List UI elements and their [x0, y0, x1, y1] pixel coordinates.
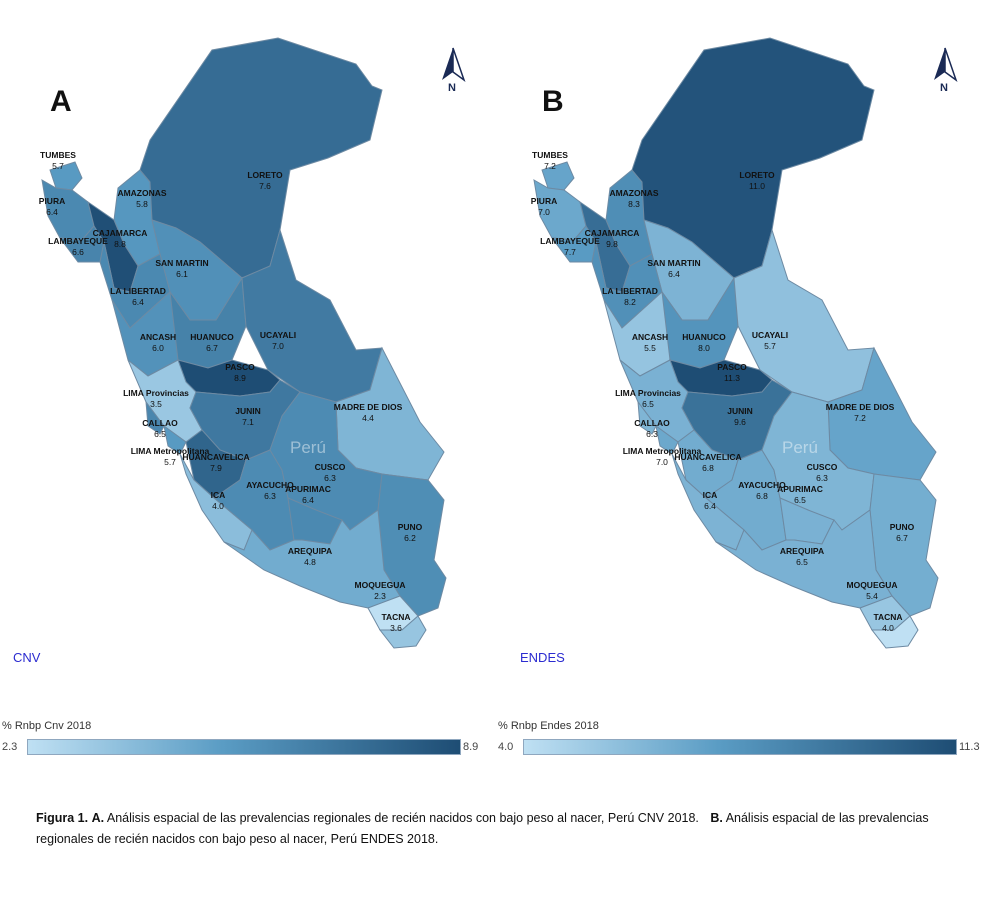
region-label-amazonas [117, 188, 166, 210]
region-label-puno [890, 522, 915, 544]
region-name: LORETO [739, 170, 775, 180]
region-value: 7.9 [210, 463, 222, 473]
region-name: CALLAO [634, 418, 670, 428]
region-value: 4.0 [882, 623, 894, 633]
peru-map-b [512, 30, 982, 660]
dataset-label-b: ENDES [520, 650, 565, 665]
region-value: 7.6 [259, 181, 271, 191]
region-label-arequipa [780, 546, 824, 568]
region-value: 6.0 [152, 343, 164, 353]
region-label-apurimac [285, 484, 331, 506]
region-value: 6.7 [206, 343, 218, 353]
region-value: 6.6 [72, 247, 84, 257]
region-name: CUSCO [314, 462, 346, 472]
region-value: 2.3 [374, 591, 386, 601]
region-name: AMAZONAS [609, 188, 659, 198]
region-name: APURIMAC [777, 484, 823, 494]
region-name: HUANUCO [682, 332, 726, 342]
region-label-piura [531, 196, 557, 218]
dataset-label-a: CNV [13, 650, 41, 665]
region-name: MADRE DE DIOS [825, 402, 895, 412]
region-label-huanuco [682, 332, 725, 354]
region-name: TACNA [873, 612, 903, 622]
region-name: PUNO [397, 522, 423, 532]
region-label-junin [727, 406, 753, 428]
region-label-tumbes [532, 150, 568, 172]
region-name: PIURA [530, 196, 558, 206]
region-value: 11.3 [724, 373, 740, 383]
region-value: 7.0 [656, 457, 668, 467]
region-name: LIMA Provincias [615, 388, 681, 398]
legend-min: 4.0 [498, 741, 514, 753]
region-name: CALLAO [142, 418, 178, 428]
region-name: UCAYALI [751, 330, 789, 340]
region-value: 7.2 [854, 413, 866, 423]
region-value: 6.4 [704, 501, 716, 511]
region-name: LA LIBERTAD [110, 286, 166, 296]
region-value: 5.8 [136, 199, 148, 209]
region-value: 5.7 [52, 161, 64, 171]
legend-title: % Rnbp Cnv 2018 [2, 720, 92, 732]
region-label-puno [398, 522, 423, 544]
peru-map-a [20, 30, 490, 660]
region-name: AREQUIPA [287, 546, 333, 556]
region-name: PIURA [38, 196, 66, 206]
region-value: 6.4 [132, 297, 144, 307]
region-name: PASCO [717, 362, 747, 372]
region-label-madre-de-dios [334, 402, 402, 424]
region-name: MADRE DE DIOS [333, 402, 403, 412]
region-value: 7.0 [272, 341, 284, 351]
region-value: 5.5 [644, 343, 656, 353]
region-value: 8.8 [114, 239, 126, 249]
region-name: MOQUEGUA [354, 580, 406, 590]
region-value: 6.2 [404, 533, 416, 543]
north-label: N [940, 82, 948, 94]
caption-b-label: B. [710, 811, 723, 825]
region-value: 6.4 [302, 495, 314, 505]
region-label-arequipa [288, 546, 332, 568]
region-value: 3.5 [150, 399, 162, 409]
region-name: ANCASH [139, 332, 177, 342]
region-label-moquegua [847, 580, 898, 602]
region-label-callao [634, 418, 669, 440]
region-label-tacna [381, 612, 410, 634]
region-name: JUNIN [235, 406, 261, 416]
region-label-moquegua [355, 580, 406, 602]
map-panel-a [13, 30, 490, 665]
region-name: SAN MARTIN [155, 258, 209, 268]
region-name: AYACUCHO [246, 480, 294, 490]
region-label-madre-de-dios [826, 402, 894, 424]
region-label-lima-provincias [123, 388, 189, 410]
region-name: PUNO [889, 522, 915, 532]
region-value: 8.3 [628, 199, 640, 209]
region-value: 5.7 [164, 457, 176, 467]
legend-color-bar [523, 739, 957, 755]
region-label-cajamarca [93, 228, 148, 250]
region-label-la-libertad [110, 286, 166, 308]
panel-letter-a: A [50, 85, 72, 118]
map-panel-b [512, 30, 982, 665]
region-name: HUANCAVELICA [182, 452, 250, 462]
region-name: CUSCO [806, 462, 838, 472]
region-label-callao [142, 418, 177, 440]
region-value: 7.0 [538, 207, 550, 217]
region-name: LAMBAYEQUE [540, 236, 600, 246]
region-name: TUMBES [532, 150, 568, 160]
region-label-loreto [739, 170, 774, 192]
region-value: 6.7 [896, 533, 908, 543]
region-name: CAJAMARCA [92, 228, 148, 238]
region-name: JUNIN [727, 406, 753, 416]
region-name: ICA [210, 490, 226, 500]
region-label-tumbes [40, 150, 76, 172]
region-label-huancavelica [182, 452, 249, 474]
region-label-apurimac [777, 484, 823, 506]
region-value: 6.8 [702, 463, 714, 473]
caption-a-text: Análisis espacial de las prevalencias regionales de recién nacidos con bajo peso al nacer, Perú CNV 2018. [106, 811, 699, 825]
north-arrow-icon [930, 46, 960, 84]
region-value: 6.5 [794, 495, 806, 505]
country-watermark: Perú [290, 438, 326, 457]
region-value: 8.0 [698, 343, 710, 353]
north-label: N [448, 82, 456, 94]
region-value: 8.9 [234, 373, 246, 383]
region-label-la-libertad [602, 286, 658, 308]
legend-color-bar [27, 739, 461, 755]
region-name: CAJAMARCA [584, 228, 640, 238]
region-value: 6.3 [816, 473, 828, 483]
region-label-lima-provincias [615, 388, 681, 410]
region-name: PASCO [225, 362, 255, 372]
region-name: ICA [702, 490, 718, 500]
caption-figure-label: Figura 1. [36, 811, 89, 825]
region-name: HUANUCO [190, 332, 234, 342]
region-value: 6.3 [264, 491, 276, 501]
region-label-huancavelica [674, 452, 741, 474]
region-value: 8.2 [624, 297, 636, 307]
region-name: AREQUIPA [779, 546, 825, 556]
region-label-loreto [247, 170, 282, 192]
region-label-cusco [807, 462, 838, 484]
region-value: 3.6 [390, 623, 402, 633]
region-value: 6.8 [756, 491, 768, 501]
region-label-san-martin [155, 258, 208, 280]
region-name: ANCASH [631, 332, 669, 342]
region-value: 7.2 [544, 161, 556, 171]
region-label-ancash [140, 332, 176, 354]
region-label-ica [211, 490, 226, 512]
region-value: 6.4 [668, 269, 680, 279]
region-label-ancash [632, 332, 668, 354]
region-label-ica [703, 490, 718, 512]
figure-caption [36, 808, 966, 850]
region-value: 6.5 [642, 399, 654, 409]
region-label-cusco [315, 462, 346, 484]
region-name: LA LIBERTAD [602, 286, 658, 296]
caption-b-text: Análisis espacial de las prevalencias regionales de recién nacidos con bajo peso al nacer, Perú ENDES 2018. [36, 811, 929, 846]
region-value: 11.0 [749, 181, 765, 191]
region-label-piura [39, 196, 65, 218]
region-value: 4.4 [362, 413, 374, 423]
region-value: 9.8 [606, 239, 618, 249]
legend-title: % Rnbp Endes 2018 [498, 720, 599, 732]
caption-a-label: A. [91, 811, 105, 825]
region-label-pasco [717, 362, 747, 384]
region-label-huanuco [190, 332, 233, 354]
legend-max: 8.9 [463, 741, 479, 753]
legend-a [0, 720, 490, 760]
region-label-ucayali [752, 330, 788, 352]
region-label-amazonas [609, 188, 658, 210]
region-name: LIMA Metropolitana [622, 446, 702, 456]
region-label-junin [235, 406, 261, 428]
region-label-tacna [873, 612, 902, 634]
region-value: 4.8 [304, 557, 316, 567]
panel-letter-b: B [542, 85, 564, 118]
region-name: TUMBES [40, 150, 76, 160]
region-value: 5.7 [764, 341, 776, 351]
region-name: APURIMAC [285, 484, 331, 494]
region-value: 6.1 [176, 269, 188, 279]
region-value: 5.4 [866, 591, 878, 601]
region-value: 6.5 [154, 429, 166, 439]
legend-min: 2.3 [2, 741, 18, 753]
north-arrow-icon [438, 46, 468, 84]
region-label-san-martin [647, 258, 700, 280]
region-name: AYACUCHO [738, 480, 786, 490]
region-name: LIMA Metropolitana [130, 446, 210, 456]
region-name: TACNA [381, 612, 411, 622]
region-name: AMAZONAS [117, 188, 167, 198]
region-name: MOQUEGUA [846, 580, 898, 590]
region-value: 7.1 [242, 417, 254, 427]
region-name: HUANCAVELICA [674, 452, 742, 462]
region-name: LIMA Provincias [123, 388, 189, 398]
region-name: UCAYALI [259, 330, 297, 340]
legend-b [496, 720, 986, 760]
region-label-cajamarca [585, 228, 640, 250]
region-name: LAMBAYEQUE [48, 236, 108, 246]
country-watermark: Perú [782, 438, 818, 457]
region-value: 6.3 [646, 429, 658, 439]
region-label-pasco [225, 362, 255, 384]
region-value: 6.4 [46, 207, 58, 217]
region-name: SAN MARTIN [647, 258, 701, 268]
region-value: 6.3 [324, 473, 336, 483]
region-value: 9.6 [734, 417, 746, 427]
region-value: 4.0 [212, 501, 224, 511]
legend-max: 11.3 [959, 741, 980, 753]
region-label-ucayali [260, 330, 296, 352]
region-value: 7.7 [564, 247, 576, 257]
region-value: 6.5 [796, 557, 808, 567]
region-name: LORETO [247, 170, 283, 180]
